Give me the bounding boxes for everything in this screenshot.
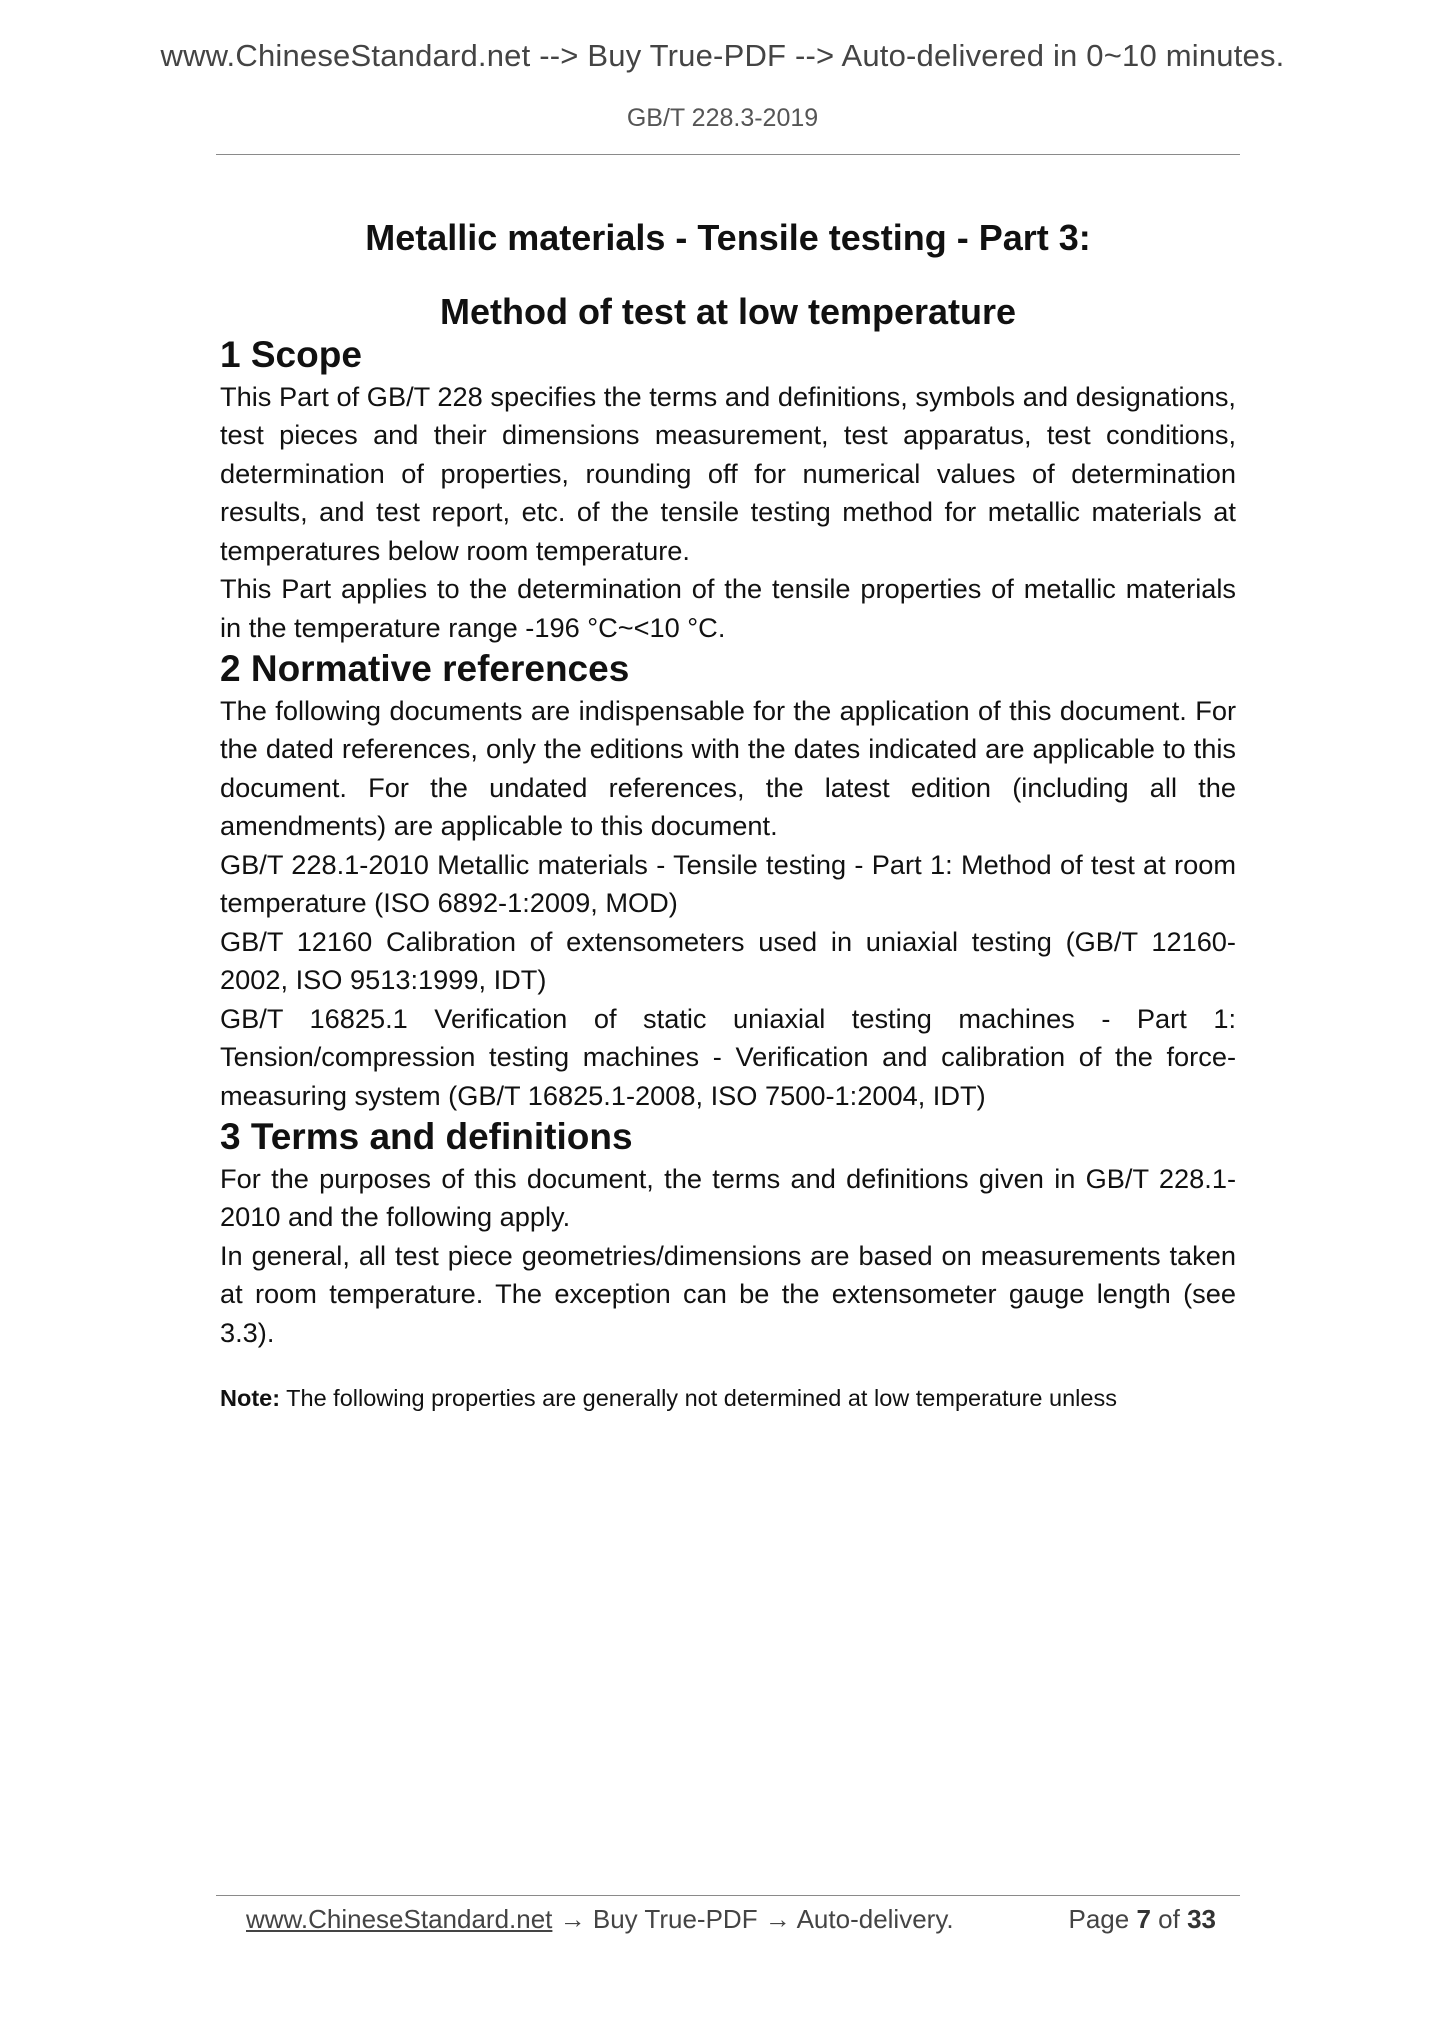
footer-left [246, 1904, 954, 1935]
footer-site-link[interactable]: www.ChineseStandard.net [246, 1904, 553, 1934]
terms-paragraph-2: In general, all test piece geometries/dimensions are based on measurements taken at room temperature. The exception can be the extensometer gauge length (see 3.3). [220, 1239, 1236, 1348]
note-label: Note: [220, 1385, 281, 1412]
page-of: of [1158, 1904, 1180, 1934]
scope-paragraph-2: This Part applies to the determination of the tensile properties of metallic materials in the temperature range -196 °C~<10 °C. [220, 573, 1236, 643]
reference-item: GB/T 16825.1 Verification of static uniaxial testing machines - Part 1: Tension/compression testing machines - Verification and calibration of the force-measuring system (GB/T 16825.1-2008, ISO 7500-1:2004, IDT) [220, 1002, 1236, 1111]
document-title-line-1: Metallic materials - Tensile testing - Part 3: [365, 217, 1091, 258]
document-title-line-2: Method of test at low temperature [439, 291, 1017, 333]
note-paragraph [220, 1381, 1236, 1415]
header-divider [216, 154, 1240, 155]
document-code: GB/T 228.3-2019 [626, 104, 819, 132]
page-content [220, 206, 1236, 1439]
page-number [1068, 1904, 1216, 1935]
page-total: 33 [1187, 1904, 1216, 1934]
page-label: Page [1068, 1904, 1130, 1934]
reference-item: GB/T 228.1-2010 Metallic materials - Tensile testing - Part 1: Method of test at room temperature (ISO 6892-1:2009, MOD) [220, 848, 1236, 919]
scope-paragraph-1: This Part of GB/T 228 specifies the terms and definitions, symbols and designations, test pieces and their dimensions measurement, test apparatus, test conditions, determination of properties, rounding off for numerical values of determination results, and test report, etc. of the tensile testing method for metallic materials at temperatures below room temperature. [220, 380, 1236, 566]
section-heading-terms-and-definitions: 3 Terms and definitions [220, 1116, 633, 1158]
section-heading-scope: 1 Scope [220, 334, 362, 376]
page-footer [246, 1904, 1216, 1935]
normative-paragraph-1: The following documents are indispensable for the application of this document. For the dated references, only the editions with the dates indicated are applicable to this document. For the undated references, the latest edition (including all the amendments) are applicable to this document. [220, 694, 1236, 842]
footer-divider [216, 1895, 1240, 1896]
footer-tagline: → Buy True-PDF → Auto-delivery. [559, 1904, 954, 1934]
note-text: The following properties are generally not determined at low temperature unless [286, 1385, 1117, 1412]
section-heading-normative-references: 2 Normative references [220, 648, 630, 690]
top-banner: www.ChineseStandard.net --> Buy True-PDF --> Auto-delivered in 0~10 minutes. [160, 38, 1285, 73]
reference-item: GB/T 12160 Calibration of extensometers used in uniaxial testing (GB/T 12160-2002, ISO 9513:1999, IDT) [220, 925, 1236, 996]
terms-paragraph-1: For the purposes of this document, the terms and definitions given in GB/T 228.1-2010 and the following apply. [220, 1162, 1236, 1233]
page-current: 7 [1136, 1904, 1151, 1934]
